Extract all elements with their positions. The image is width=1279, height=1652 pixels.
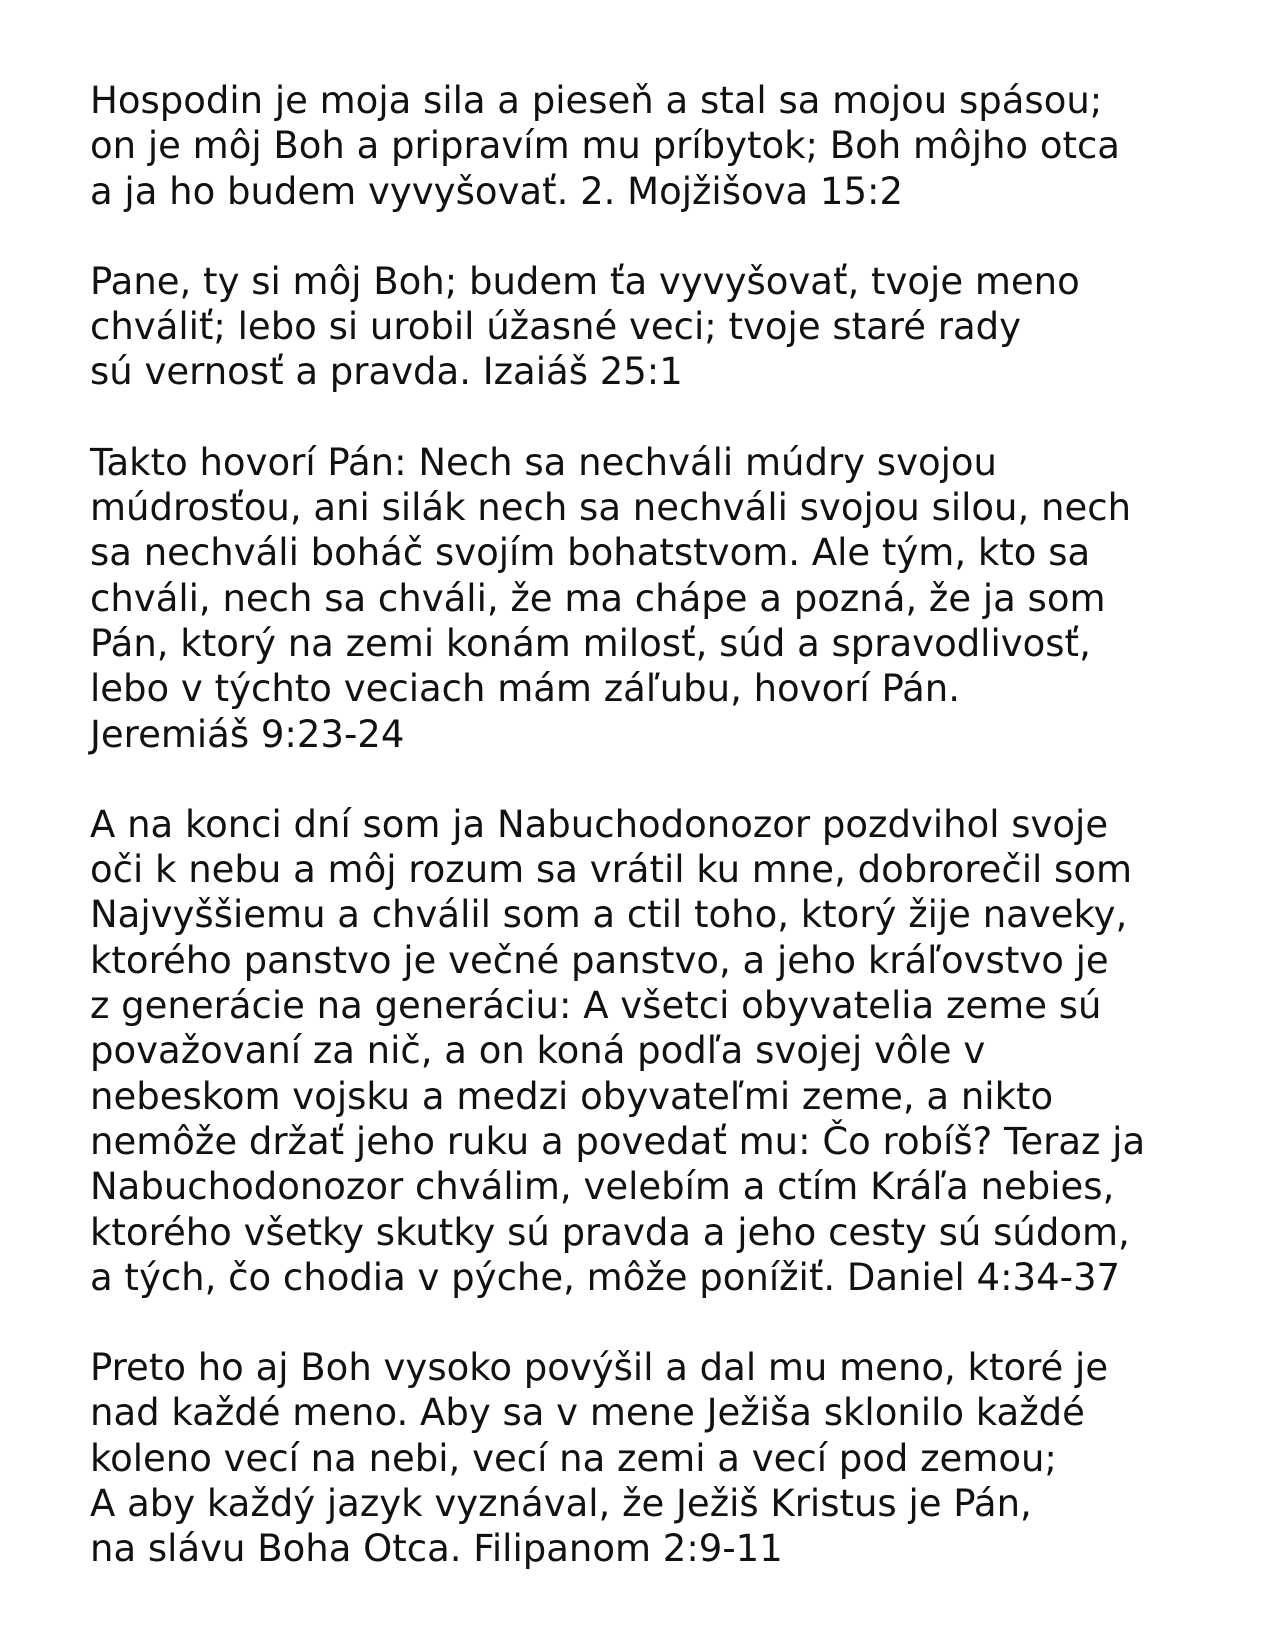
text-line: chváliť; lebo si urobil úžasné veci; tvoje staré rady bbox=[90, 305, 1021, 349]
text-line: považovaní za nič, a on koná podľa svojej vôle v bbox=[90, 1029, 986, 1073]
text-line: nad každé meno. Aby sa v mene Ježiša sklonilo každé bbox=[90, 1391, 1085, 1435]
text-line: ktorého panstvo je večné panstvo, a jeho kráľovstvo je bbox=[90, 938, 1109, 982]
text-line: sa nechváli boháč svojím bohatstvom. Ale tým, kto sa bbox=[90, 531, 1091, 575]
text-line: nemôže držať jeho ruku a povedať mu: Čo robíš? Teraz ja bbox=[90, 1119, 1146, 1163]
text-line: A na konci dní som ja Nabuchodonozor pozdvihol svoje bbox=[90, 802, 1109, 846]
text-line: múdrosťou, ani silák nech sa nechváli svojou silou, nech bbox=[90, 486, 1132, 530]
passage-philippians bbox=[90, 1345, 1240, 1571]
text-line: koleno vecí na nebi, vecí na zemi a vecí pod zemou; bbox=[90, 1436, 1057, 1480]
text-line: on je môj Boh a pripravím mu príbytok; Boh môjho otca bbox=[90, 124, 1120, 168]
text-line: Preto ho aj Boh vysoko povýšil a dal mu meno, ktoré je bbox=[90, 1346, 1109, 1390]
text-line: Jeremiáš 9:23-24 bbox=[90, 712, 405, 756]
text-line: a tých, čo chodia v pýche, môže ponížiť. Daniel 4:34-37 bbox=[90, 1255, 1121, 1299]
text-line: oči k nebu a môj rozum sa vrátil ku mne, dobrorečil som bbox=[90, 848, 1133, 892]
text-line: z generácie na generáciu: A všetci obyvatelia zeme sú bbox=[90, 984, 1102, 1028]
text-line: A aby každý jazyk vyznával, že Ježiš Kristus je Pán, bbox=[90, 1482, 1032, 1526]
scripture-text bbox=[90, 78, 1240, 1617]
passage-jeremiah bbox=[90, 440, 1240, 757]
text-line: ktorého všetky skutky sú pravda a jeho cesty sú súdom, bbox=[90, 1210, 1130, 1254]
text-line: na slávu Boha Otca. Filipanom 2:9-11 bbox=[90, 1527, 783, 1571]
text-line: Hospodin je moja sila a pieseň a stal sa mojou spásou; bbox=[90, 79, 1103, 122]
text-line: sú vernosť a pravda. Izaiáš 25:1 bbox=[90, 350, 683, 394]
text-line: nebeskom vojsku a medzi obyvateľmi zeme, a nikto bbox=[90, 1074, 1054, 1118]
text-line: Pane, ty si môj Boh; budem ťa vyvyšovať, tvoje meno bbox=[90, 259, 1080, 303]
text-line: lebo v týchto veciach mám záľubu, hovorí Pán. bbox=[90, 667, 961, 711]
passage-daniel bbox=[90, 802, 1240, 1300]
passage-exodus bbox=[90, 78, 1240, 214]
text-line: chváli, nech sa chváli, že ma chápe a pozná, že ja som bbox=[90, 576, 1106, 620]
text-line: Najvyššiemu a chválil som a ctil toho, ktorý žije naveky, bbox=[90, 893, 1128, 937]
passage-isaiah bbox=[90, 259, 1240, 395]
text-line: Nabuchodonozor chválim, velebím a ctím Kráľa nebies, bbox=[90, 1165, 1115, 1209]
text-line: Takto hovorí Pán: Nech sa nechváli múdry svojou bbox=[90, 440, 997, 484]
text-line: a ja ho budem vyvyšovať. 2. Mojžišova 15:2 bbox=[90, 169, 904, 213]
text-line: Pán, ktorý na zemi konám milosť, súd a spravodlivosť, bbox=[90, 621, 1091, 665]
